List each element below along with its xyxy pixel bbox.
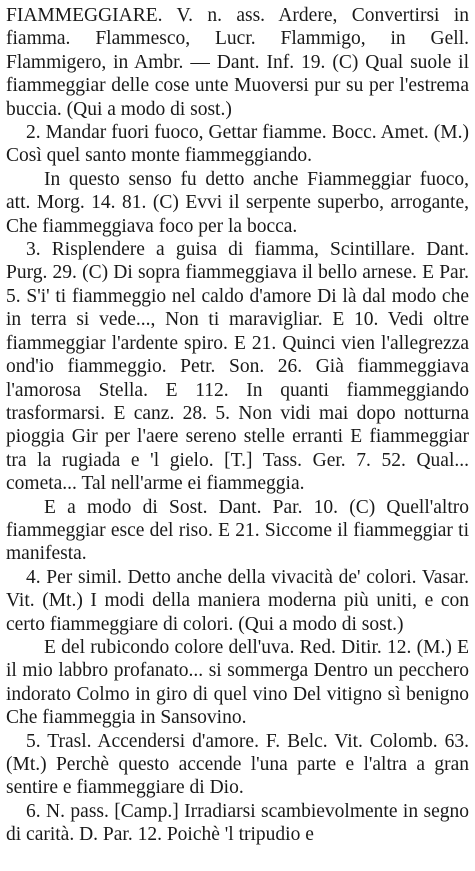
entry-sense-4: 4. Per simil. Detto anche della vivacità de' colori. Vasar. Vit. (Mt.) I modi della maniera moderna più uniti, e con certo fiammeggiare di colori. (Qui a modo di sost.) bbox=[6, 566, 469, 635]
entry-sense-3: 3. Risplendere a guisa di fiamma, Scintillare. Dant. Purg. 29. (C) Di sopra fiammeggiava il bello arnese. E Par. 5. S'i' ti fiammeggio nel caldo d'amore Di là dal modo che in terra si vede..., Non ti maravigliar. E 10. Vedi oltre fiammeggiar l'ardente spiro. E 21. Quinci vien l'allegrezza ond'io fiammeggio. Petr. Son. 26. Già fiammeggiava l'amorosa Stella. E 112. In quanti fiammeggiando trasformarsi. E canz. 28. 5. Non vidi mai dopo notturna pioggia Gir per l'aere sereno stelle erranti E fiammeggiar tra la rugiada e 'l gielo. [T.] Tass. Ger. 7. 52. Qual... cometa... Tal nell'arme ei fiammeggia. bbox=[6, 239, 469, 495]
entry-sense-6: 6. N. pass. [Camp.] Irradiarsi scambievolmente in segno di carità. D. Par. 12. Poichè 'l tripudio e bbox=[6, 800, 469, 846]
entry-subsense-sostantivo: E a modo di Sost. Dant. Par. 10. (C) Quell'altro fiammeggiar esce del riso. E 21. Siccome il fiammeggiar ti manifesta. bbox=[6, 496, 469, 565]
entry-paragraph-headword: FIAMMEGGIARE. V. n. ass. Ardere, Convertirsi in fiamma. Flammesco, Lucr. Flammigo, in Gell. Flammigero, in Ambr. — Dant. Inf. 19. (C) Qual suole il fiammeggiar delle cose unte Muoversi pur su per l'estrema buccia. (Qui a modo di sost.) bbox=[6, 5, 469, 120]
entry-sense-2: 2. Mandar fuori fuoco, Gettar fiamme. Bocc. Amet. (M.) Così quel santo monte fiammeggiando. bbox=[6, 122, 469, 167]
entry-subsense-colore-uva: E del rubicondo colore dell'uva. Red. Ditir. 12. (M.) E il mio labbro profanato... si sommerga Dentro un pecchero indorato Colmo in giro di quel vino Del vitigno sì benigno Che fiammeggia in Sansovino. bbox=[6, 636, 469, 729]
entry-subsense-fiammeggiar-fuoco: In questo senso fu detto anche Fiammeggiar fuoco, att. Morg. 14. 81. (C) Evvi il serpente superbo, arrogante, Che fiammeggiava foco per la bocca. bbox=[6, 168, 469, 237]
entry-sense-5: 5. Trasl. Accendersi d'amore. F. Belc. Vit. Colomb. 63. (Mt.) Perchè questo accende l'una parte e l'altra a gran sentire e fiammeggiare di Dio. bbox=[6, 730, 469, 799]
